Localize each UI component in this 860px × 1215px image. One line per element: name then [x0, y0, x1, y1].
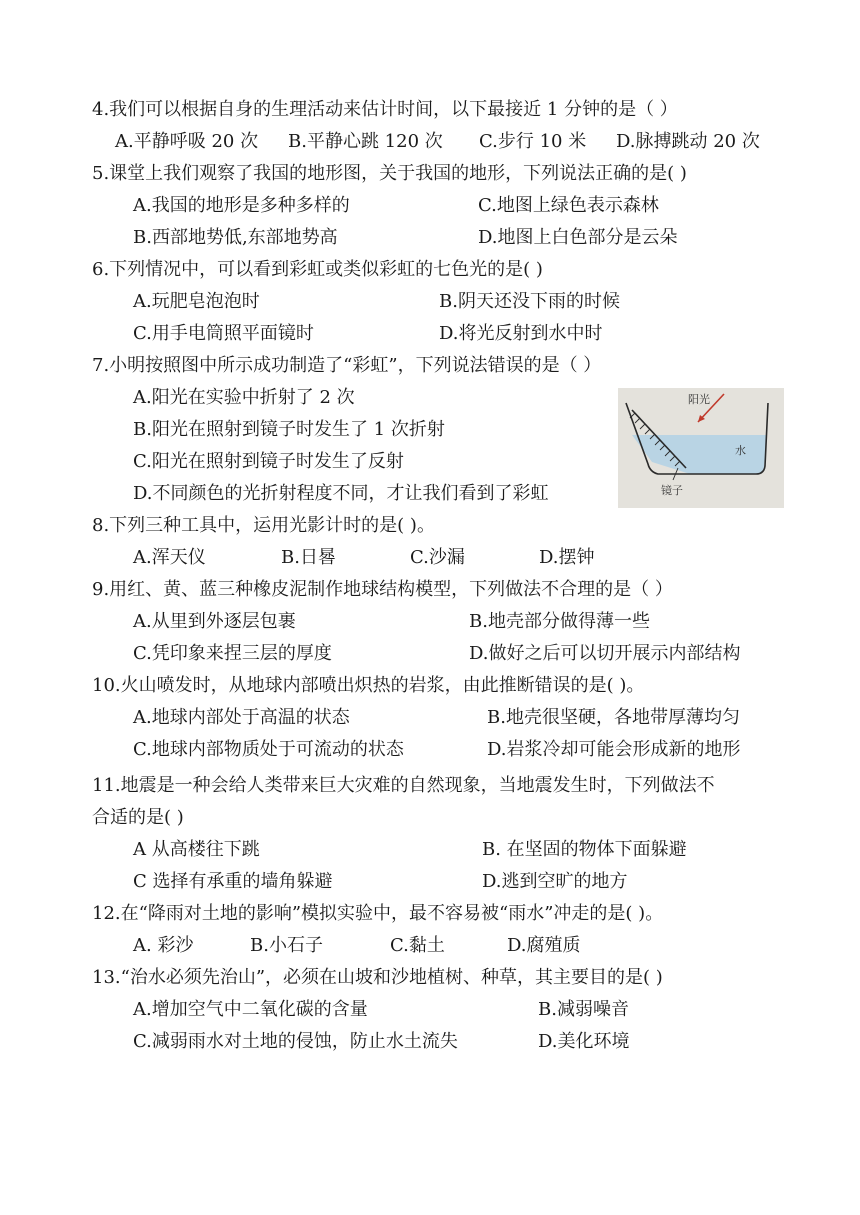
- question-7-stem: 7.小明按照图中所示成功制造了“彩虹”，下列说法错误的是（ ）: [92, 355, 602, 376]
- question-6-option-b: B.阴天还没下雨的时候: [439, 291, 620, 312]
- question-4-option-c: C.步行 10 米: [479, 131, 587, 152]
- question-11-stem: 11.地震是一种会给人类带来巨大灾难的自然现象，当地震发生时，下列做法不: [92, 775, 715, 796]
- question-5-option-c: C.地图上绿色表示森林: [478, 195, 659, 216]
- question-11-option-b: B. 在坚固的物体下面躲避: [482, 839, 687, 860]
- question-8-option-d: D.摆钟: [539, 547, 595, 568]
- question-12-option-c: C.黏土: [390, 935, 445, 956]
- question-11-option-c: C 选择有承重的墙角躲避: [133, 871, 333, 892]
- question-13-option-c: C.减弱雨水对土地的侵蚀，防止水土流失: [133, 1031, 458, 1052]
- question-7-option-d: D.不同颜色的光折射程度不同，才让我们看到了彩虹: [133, 483, 549, 504]
- question-8-option-c: C.沙漏: [410, 547, 465, 568]
- question-4-stem: 4.我们可以根据自身的生理活动来估计时间，以下最接近 1 分钟的是（ ）: [92, 99, 678, 120]
- question-13-option-a: A.增加空气中二氧化碳的含量: [133, 999, 368, 1020]
- question-12-option-a: A. 彩沙: [133, 935, 194, 956]
- question-6-option-a: A.玩肥皂泡泡时: [133, 291, 260, 312]
- question-4-option-a: A.平静呼吸 20 次: [115, 131, 259, 152]
- rainbow-experiment-figure: [618, 388, 784, 508]
- question-9-option-c: C.凭印象来捏三层的厚度: [133, 643, 332, 664]
- water-label: 水: [735, 444, 746, 457]
- question-9-option-a: A.从里到外逐层包裹: [133, 611, 296, 632]
- question-5-option-a: A.我国的地形是多种多样的: [133, 195, 350, 216]
- question-11-stem-continued: 合适的是( ): [92, 807, 184, 828]
- question-6-option-c: C.用手电筒照平面镜时: [133, 323, 314, 344]
- question-7-option-b: B.阳光在照射到镜子时发生了 1 次折射: [133, 419, 445, 440]
- question-8-option-b: B.日晷: [281, 547, 336, 568]
- question-9-option-b: B.地壳部分做得薄一些: [469, 611, 650, 632]
- question-12-option-b: B.小石子: [250, 935, 323, 956]
- question-10-option-d: D.岩浆冷却可能会形成新的地形: [487, 739, 741, 760]
- question-13-option-b: B.减弱噪音: [538, 999, 629, 1020]
- question-11-option-a: A 从高楼往下跳: [133, 839, 260, 860]
- question-8-stem: 8.下列三种工具中，运用光影计时的是( )。: [92, 515, 435, 536]
- question-5-stem: 5.课堂上我们观察了我国的地形图，关于我国的地形，下列说法正确的是( ): [92, 163, 687, 184]
- question-6-option-d: D.将光反射到水中时: [439, 323, 603, 344]
- question-7-option-c: C.阳光在照射到镜子时发生了反射: [133, 451, 404, 472]
- question-4-option-b: B.平静心跳 120 次: [288, 131, 443, 152]
- question-13-option-d: D.美化环境: [538, 1031, 630, 1052]
- question-7-option-a: A.阳光在实验中折射了 2 次: [133, 387, 355, 408]
- question-10-option-a: A.地球内部处于高温的状态: [133, 707, 350, 728]
- question-8-option-a: A.浑天仪: [133, 547, 206, 568]
- sun-label: 阳光: [688, 393, 710, 406]
- question-6-stem: 6.下列情况中，可以看到彩虹或类似彩虹的七色光的是( ): [92, 259, 543, 280]
- rainbow-experiment-diagram: [618, 388, 784, 508]
- question-11-option-d: D.逃到空旷的地方: [482, 871, 628, 892]
- question-10-option-b: B.地壳很坚硬，各地带厚薄均匀: [487, 707, 740, 728]
- question-10-option-c: C.地球内部物质处于可流动的状态: [133, 739, 404, 760]
- question-12-stem: 12.在“降雨对土地的影响”模拟实验中，最不容易被“雨水”冲走的是( )。: [92, 903, 664, 924]
- question-13-stem: 13.“治水必须先治山”，必须在山坡和沙地植树、种草，其主要目的是( ): [92, 967, 663, 988]
- question-9-option-d: D.做好之后可以切开展示内部结构: [469, 643, 741, 664]
- question-4-option-d: D.脉搏跳动 20 次: [616, 131, 760, 152]
- question-5-option-b: B.西部地势低,东部地势高: [133, 227, 338, 248]
- question-9-stem: 9.用红、黄、蓝三种橡皮泥制作地球结构模型，下列做法不合理的是（ ）: [92, 579, 673, 600]
- question-12-option-d: D.腐殖质: [507, 935, 581, 956]
- question-5-option-d: D.地图上白色部分是云朵: [478, 227, 678, 248]
- question-10-stem: 10.火山喷发时，从地球内部喷出炽热的岩浆，由此推断错误的是( )。: [92, 675, 645, 696]
- mirror-label: 镜子: [661, 484, 683, 497]
